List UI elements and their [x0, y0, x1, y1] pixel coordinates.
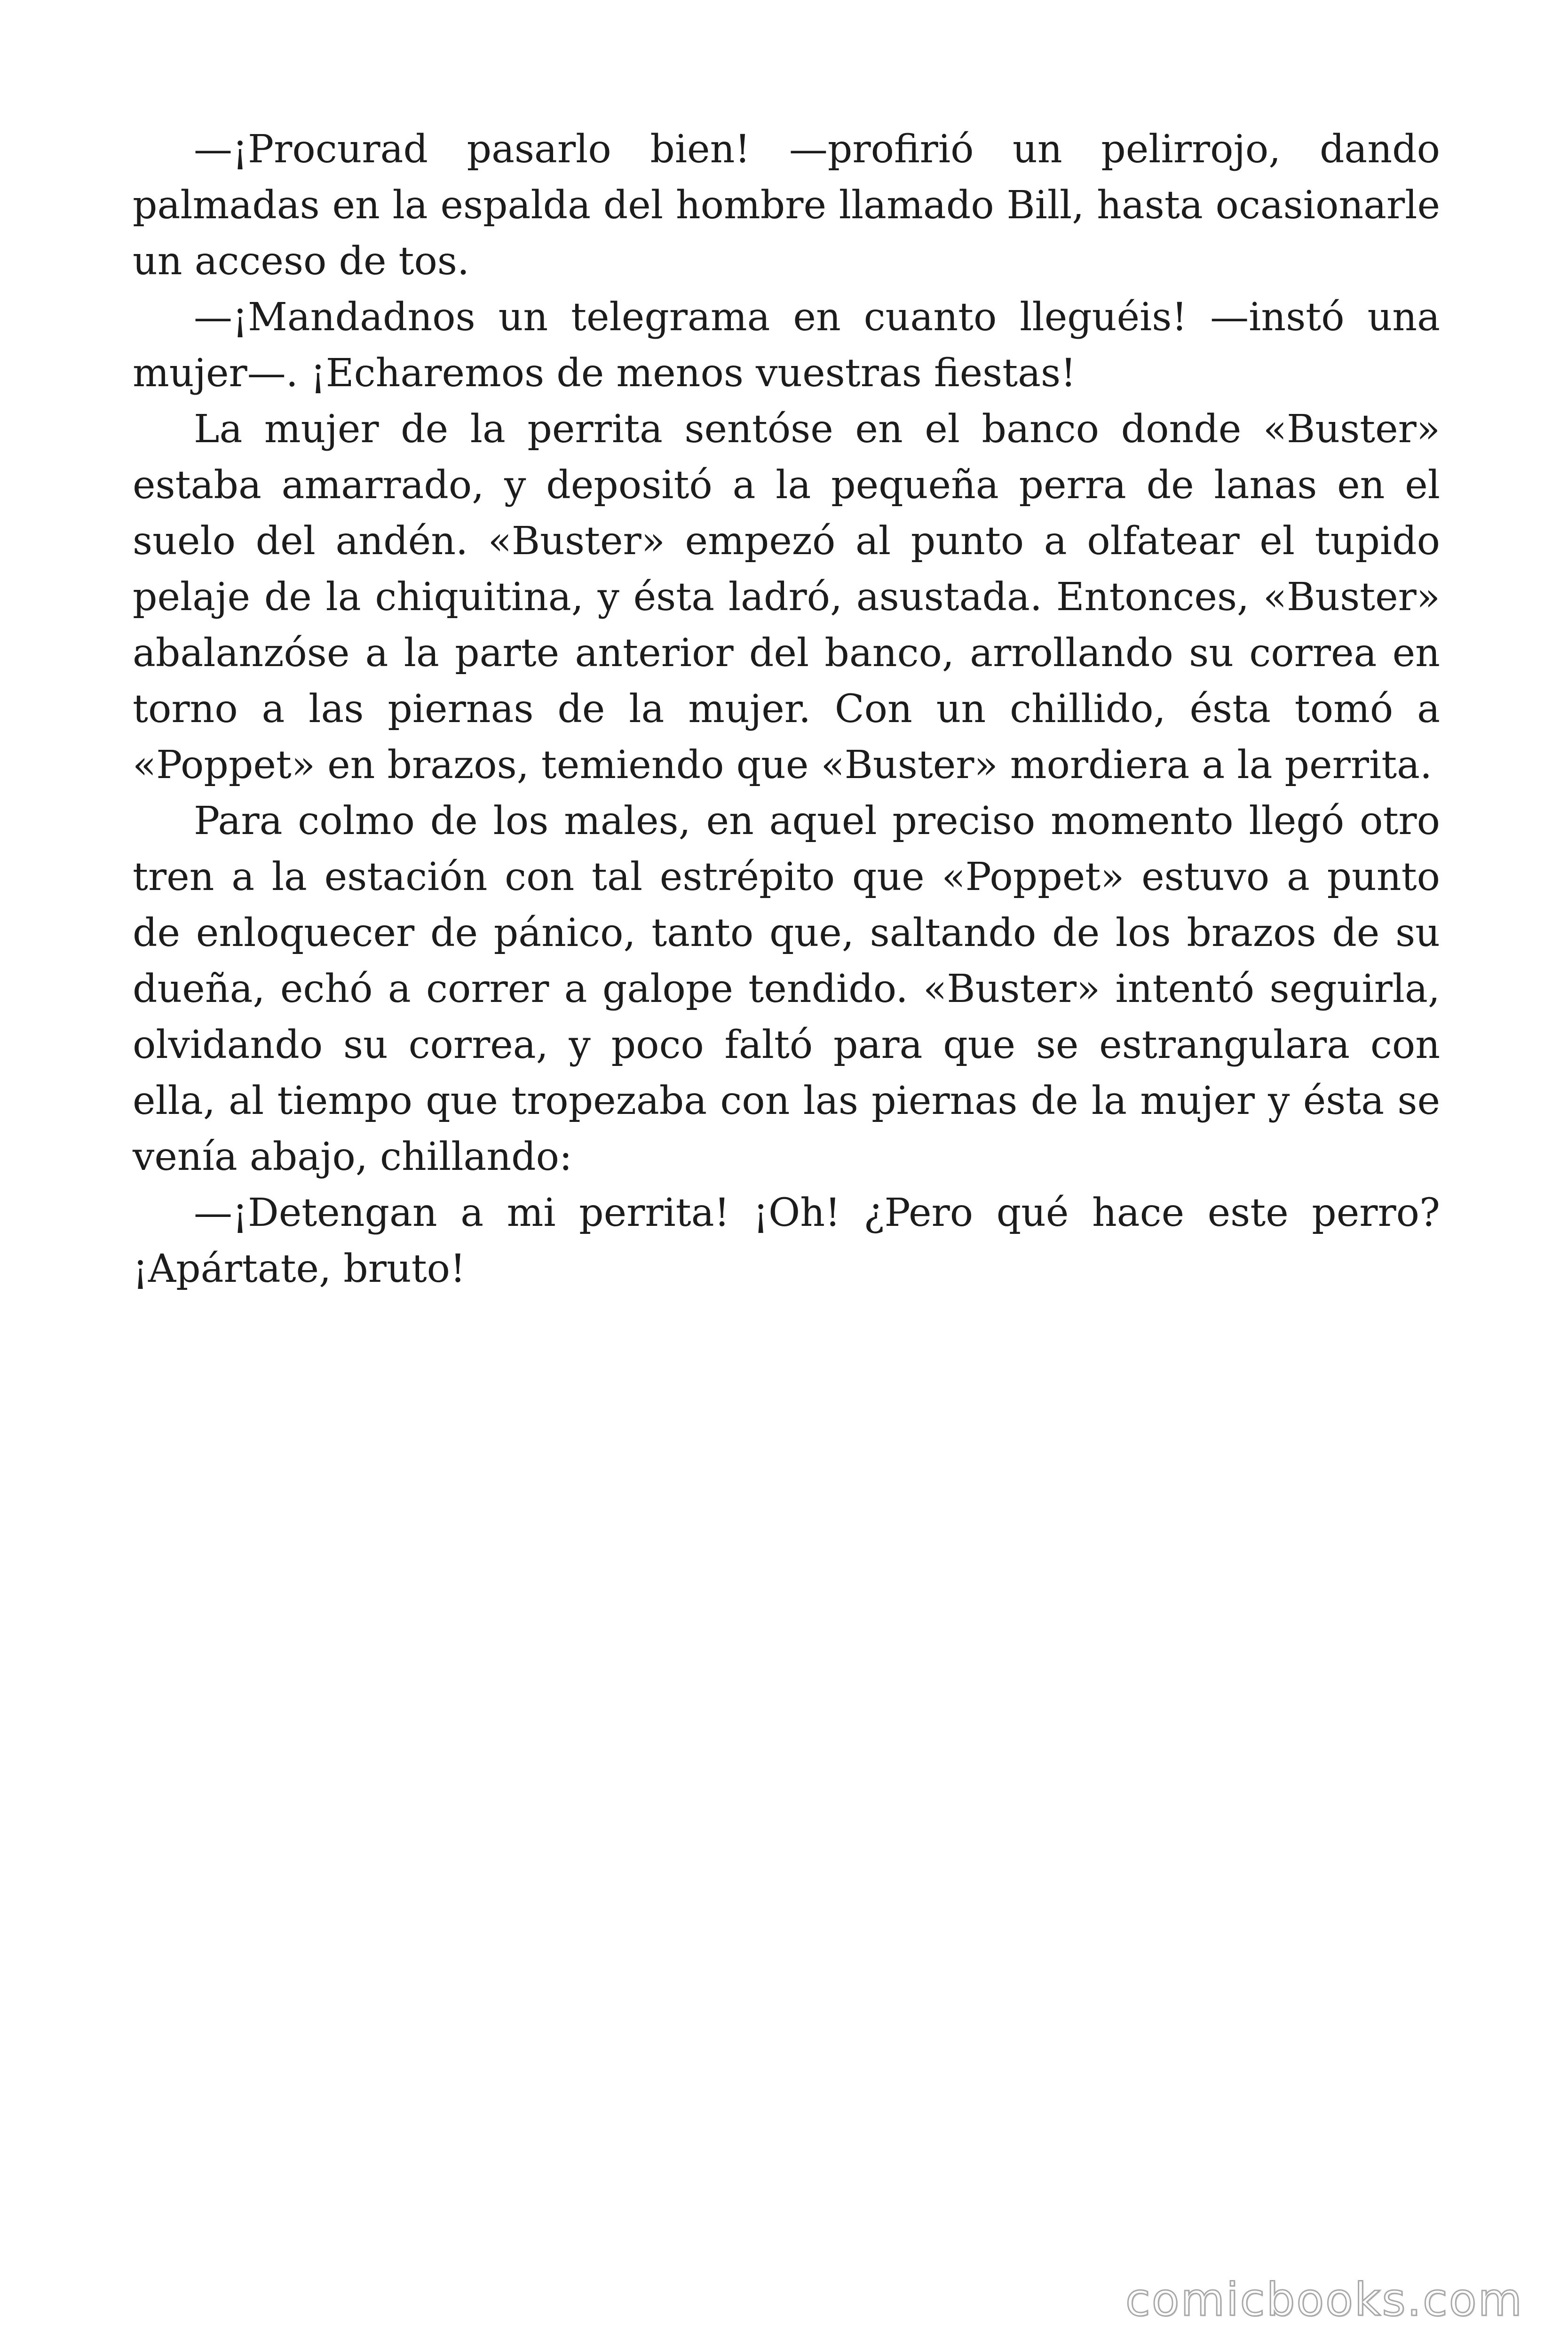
paragraph-4: Para colmo de los males, en aquel preciso momento llegó otro tren a la estación con tal estrépito que «Poppet» estuvo a punto de enloquecer de pánico, tanto que, saltando de los brazos de su dueña, echó a correr a galope tendido. «Buster» intentó seguirla, olvidando su correa, y poco faltó para que se estrangulara con ella, al tiempo que tropezaba con las piernas de la mujer y ésta se venía abajo, chillando: [133, 799, 1440, 1179]
paragraph-1: —¡Procurad pasarlo bien! —profirió un pelirrojo, dando palmadas en la espalda del hombre llamado Bill, hasta ocasionarle un acceso de tos. [133, 127, 1440, 284]
paragraph-5: —¡Detengan a mi perrita! ¡Oh! ¿Pero qué hace este perro? ¡Apártate, bruto! [133, 1191, 1440, 1291]
page-body-text [133, 121, 1440, 1297]
paragraph-2: —¡Mandadnos un telegrama en cuanto lleguéis! —instó una mujer—. ¡Echaremos de menos vuestras fiestas! [133, 295, 1440, 396]
watermark-text: comicbooks.com [1125, 2273, 1523, 2326]
paragraph-3: La mujer de la perrita sentóse en el banco donde «Buster» estaba amarrado, y depositó a la pequeña perra de lanas en el suelo del andén. «Buster» empezó al punto a olfatear el tupido pelaje de la chiquitina, y ésta ladró, asustada. Entonces, «Buster» abalanzóse a la parte anterior del banco, arrollando su correa en torno a las piernas de la mujer. Con un chillido, ésta tomó a «Poppet» en brazos, temiendo que «Buster» mordiera a la perrita. [133, 407, 1440, 787]
